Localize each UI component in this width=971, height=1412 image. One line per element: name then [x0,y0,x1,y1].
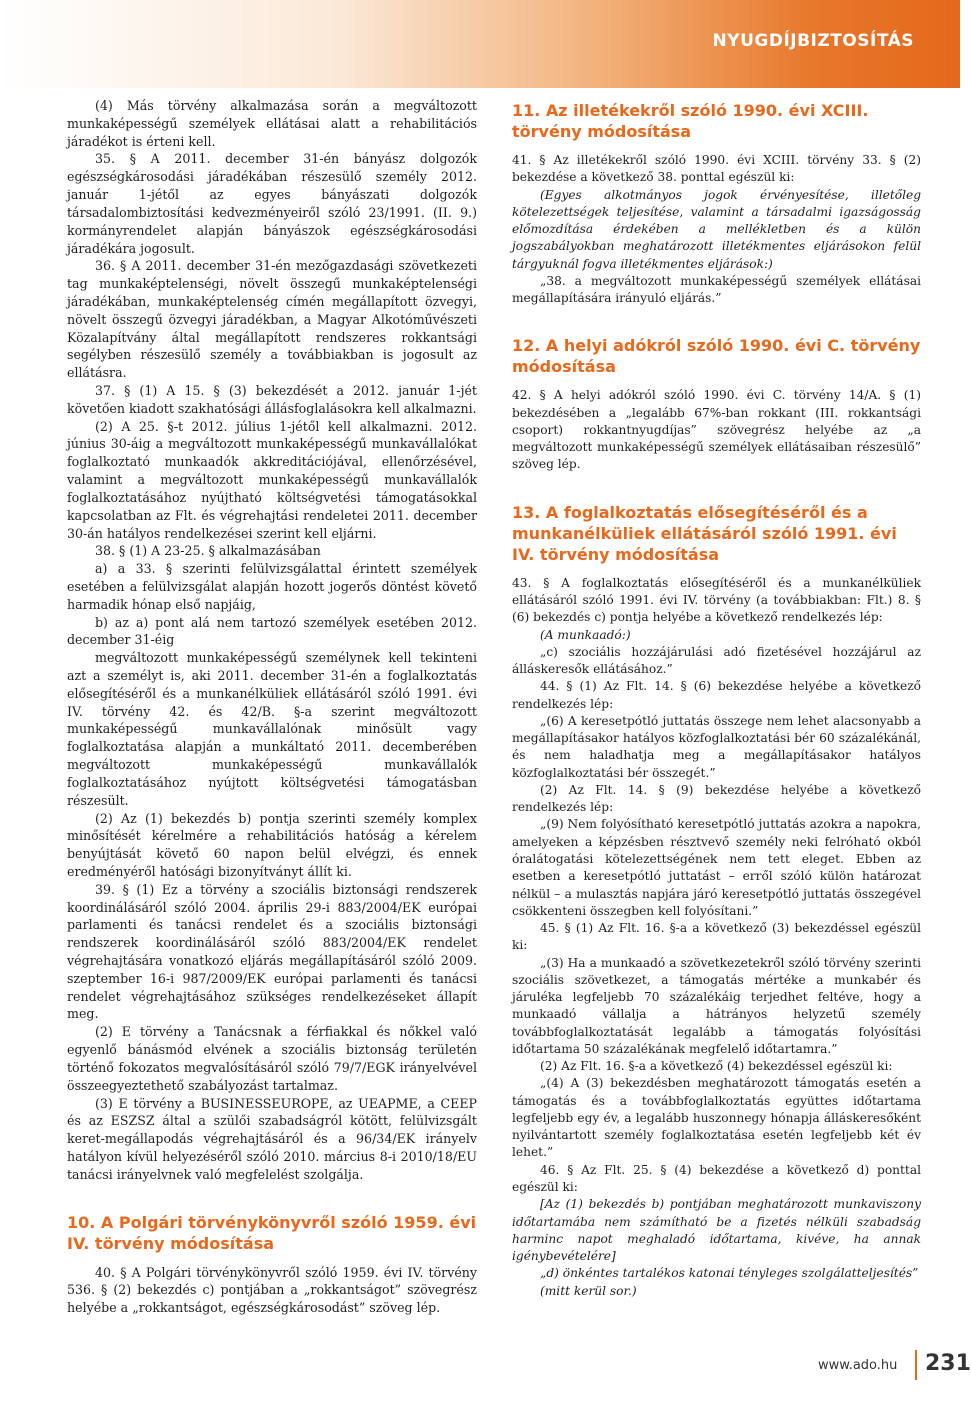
paragraph: (2) Az (1) bekezdés b) pontja szerinti személy komplex minősítését kérelmére a rehabilitációs hatóság a kérelem benyújtását követő 60 napon belül elvégzi, és ennek eredményéről hatósági bizonyítványt állít ki. [67,810,477,879]
paragraph: „(4) A (3) bekezdésben meghatározott támogatás esetén a támogatás és a továbbfoglalkoztatás együttes időtartama legfeljebb egy év, a legalább huszonnegy hónapja álláskeresőként nyilvántartott személy foglalkoztatása esetén legfeljebb két év lehet.” [512,1076,921,1160]
paragraph: „d) önkéntes tartalékos katonai tényleges szolgálatteljesítés” [540,1266,919,1281]
paragraph: 40. § A Polgári törvénykönyvről szóló 1959. évi IV. törvény 536. § (2) bekezdés c) pontjában a „rokkantságot” szövegrész helyébe a „rokkantságot, egészségkárosodást” szöveg lép. [67,1264,477,1316]
section-label: NYUGDÍJBIZTOSÍTÁS [712,31,914,51]
paragraph: 38. § (1) A 23-25. § alkalmazásában [95,543,321,559]
paragraph: megváltozott munkaképességű személynek kell tekinteni azt a személyt is, aki 2011. december 31-én a foglalkoztatás elősegítéséről és a munkanélküliek ellátásáról szóló 1991. évi IV. törvény 42. és 42/B. §-a szerint megváltozott munkaképességű munkavállalónak minősült vagy foglalkoztatása alapján a munkáltató 2011. decemberében megváltozott munkaképességű munkavállalók foglalkoztatásához nyújtott költségvetési támogatásban részesült. [67,650,477,808]
right-column [512,100,921,1300]
paragraph: 41. § Az illetékekről szóló 1990. évi XCIII. törvény 33. § (2) bekezdése a következő 38. ponttal egészül ki: [512,153,921,185]
paragraph: (A munkaadó:) [540,627,631,642]
paragraph: (mitt kerül sor.) [540,1283,637,1298]
paragraph: 35. § A 2011. december 31-én bányász dolgozók egészségkárosodási járadékában részesülő személy 2012. január 1-jétől az egyes bányászati dolgozók társadalombiztosítási kedvezményeiről szóló 23/1991. (II. 9.) kormányrendelet alapján bányászok egészségkárosodási járadékára jogosult. [67,151,477,256]
page-number: 231 [925,1351,971,1376]
section-heading-11: 11. Az illetékekről szóló 1990. évi XCIII. törvény módosítása [512,101,869,141]
paragraph: „(3) Ha a munkaadó a szövetkezetekről szóló törvény szerinti szociális szövetkezet, a támogatás mértéke a munkabér és járuléka legfeljebb 70 százalékáig terjedhet feltéve, hogy a munkaadó vállalja a hátrányos helyzetű személy továbbfoglalkoztatását legalább a támogatás folyósítási időtartama 50 százalékának megfelelő időtartamra.” [512,955,921,1056]
section-heading-10: 10. A Polgári törvénykönyvről szóló 1959. évi IV. törvény módosítása [67,1212,477,1253]
paragraph: (2) Az Flt. 16. §-a a következő (4) bekezdéssel egészül ki: [540,1059,893,1074]
paragraph: 43. § A foglalkoztatás elősegítéséről és a munkanélküliek ellátásáról szóló 1991. évi IV. törvény (a továbbiakban: Flt.) 8. § (6) bekezdés c) pontja helyébe a következő rendelkezés lép: [512,575,921,625]
paragraph: „(9) Nem folyósítható keresetpótló juttatás azokra a napokra, amelyeken a képzésben résztvevő személy neki felróható okból óralátogatási kötelezettségének nem tett eleget. Ebben az esetben a keresetpótló juttatást – erről szóló külön határozat nélkül – a mulasztás napjára járó keresetpótló juttatás összegével csökkenteni összegben kell folyósítani.” [512,817,921,918]
paragraph: „(6) A keresetpótló juttatás összege nem lehet alacsonyabb a megállapításakor hatályos közfoglalkoztatási bér 60 százalékánál, és nem haladhatja meg a megállapításakor hatályos közfoglalkoztatási bér összegét.” [512,713,921,780]
section-heading-13: 13. A foglalkoztatás elősegítéséről és a munkanélküliek ellátásáról szóló 1991. évi IV. törvény módosítása [512,502,897,564]
paragraph: (2) E törvény a Tanácsnak a férfiakkal és nőkkel való egyenlő bánásmód elvének a szociális biztonság területén történő fokozatos megvalósításáról szóló 79/7/EGK irányelvével összeegyeztethető szabályozást tartalmaz. [67,1024,477,1093]
paragraph: 39. § (1) Ez a törvény a szociális biztonsági rendszerek koordinálásáról szóló 2004. április 29-i 883/2004/EK európai parlamenti és tanácsi rendelet és a szociális biztonsági rendszerek koordinálásáról szóló 883/2004/EK rendelet végrehajtására vonatkozó eljárás megállapításáról szóló 2009. szeptember 16-i 987/2009/EK európai parlamenti és tanácsi rendelet végrehajtásához szükséges rendelkezéseket állapít meg. [67,881,477,1022]
paragraph: a) a 33. § szerinti felülvizsgálattal érintett személyek esetében a felülvizsgálat alapján hozott jogerős döntést követő harmadik hónap első napjáig, [67,561,477,612]
paragraph: 46. § Az Flt. 25. § (4) bekezdése a következő d) ponttal egészül ki: [512,1162,921,1195]
section-heading-12: 12. A helyi adókról szóló 1990. évi C. törvény módosítása [512,336,921,377]
paragraph: (3) E törvény a BUSINESSEUROPE, az UEAPME, a CEEP és az ESZSZ által a szülői szabadságról kötött, felülvizsgált keret-megállapodás végrehajtásáról és a 96/34/EK irányelv hatályon kívül helyezéséről szóló 2010. március 8-i 2010/18/EU tanácsi irányelvnek való megfelelést szolgálja. [67,1095,477,1182]
paragraph: (2) A 25. §-t 2012. július 1-jétől kell alkalmazni. 2012. június 30-áig a megváltozott munkaképességű munkavállalókat foglalkoztató munkaadók akkreditációjával, ellenőrzésével, valamint a megváltozott munkaképességű munkavállalók foglalkoztatásához nyújtható költségvetési támogatásokkal kapcsolatban az Flt. és végrehajtási rendeletei 2011. december 30-án hatályos rendelkezései szerint kell eljárni. [67,418,477,541]
paragraph: 44. § (1) Az Flt. 14. § (6) bekezdése helyébe a következő rendelkezés lép: [512,679,921,711]
header-bar [0,0,960,88]
paragraph: b) az a) pont alá nem tartozó személyek esetében 2012. december 31-éig [67,614,477,648]
paragraph: „38. a megváltozott munkaképességű személyek ellátásai megállapítására irányuló eljárás.” [512,273,921,306]
paragraph: (Egyes alkotmányos jogok érvényesítése, illetőleg kötelezettségek teljesítése, valamint a társadalmi igazságosság előmozdítása érdekében a mellékletben és a külön jogszabályokban meghatározott illetékmentes eljárásokon felül tárgyuknál fogva illetékmentes eljárások:) [512,187,921,271]
paragraph: 37. § (1) A 15. § (3) bekezdését a 2012. január 1-jét követően kiadott szakhatósági állásfoglalásokra kell alkalmazni. [67,383,477,416]
paragraph: 42. § A helyi adókról szóló 1990. évi C. törvény 14/A. § (1) bekezdésében a „legalább 67%-ban rokkant (III. rokkantsági csoport) rokkantnyugdíjas” szövegrész helyébe az „a megváltozott munkaképességű személyek ellátásaiban részesülő” szöveg lép. [512,388,921,472]
left-column [67,97,477,1317]
paragraph: [Az (1) bekezdés b) pontjában meghatározott munkaviszony időtartamába nem számítható be a fizetés nélküli szabadság harminc napot meghaladó időtartama, kivéve, ha annak igénybevételére] [512,1197,921,1264]
paragraph: 45. § (1) Az Flt. 16. §-a a következő (3) bekezdéssel egészül ki: [512,921,921,953]
paragraph: (4) Más törvény alkalmazása során a megváltozott munkaképességű személyek ellátásai alatt a rehabilitációs járadékot is érteni kell. [67,98,477,149]
footer-url[interactable]: www.ado.hu [818,1358,898,1373]
footer-divider [915,1350,917,1380]
paragraph: 36. § A 2011. december 31-én mezőgazdasági szövetkezeti tag munkaképtelenségi, növelt összegű munkaképtelenségi járadékában, munkaképtelenség címén megállapított özvegyi, növelt összegű özvegyi járadékban, a Magyar Alkotóművészeti Közalapítvány által megállapított rendszeres rokkantsági segélyben részesülő személy a továbbiakban is jogosult az ellátásra. [67,258,477,381]
paragraph: (2) Az Flt. 14. § (9) bekezdése helyébe a következő rendelkezés lép: [512,782,921,815]
paragraph: „c) szociális hozzájárulási adó fizetésével hozzájárul az álláskeresők ellátásához.” [512,644,921,677]
